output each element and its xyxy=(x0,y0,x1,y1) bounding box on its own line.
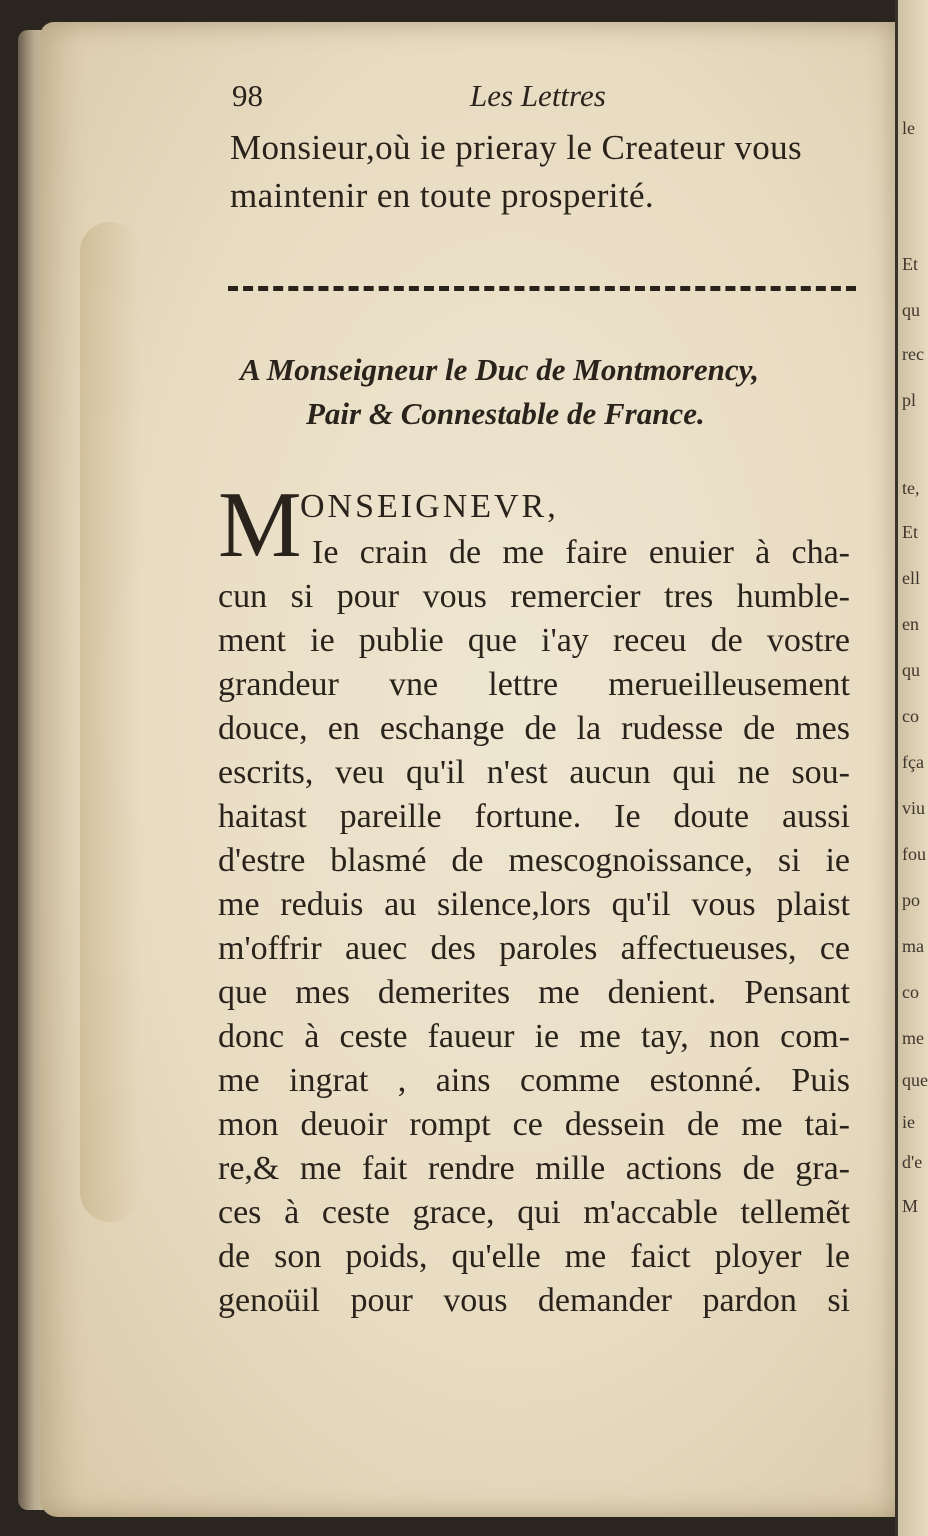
facing-page-fragment: que xyxy=(902,1070,928,1090)
facing-page-fragment: co xyxy=(902,982,919,1002)
facing-page-fragment: le xyxy=(902,118,915,138)
running-head: Les Lettres xyxy=(470,78,606,113)
body-line: genoüil pour vous demander pardon si xyxy=(218,1282,850,1319)
body-line: de son poids, qu'elle me faict ployer le xyxy=(218,1238,850,1275)
body-line: re,& me fait rendre mille actions de gra- xyxy=(218,1150,850,1187)
facing-page-fragment: ell xyxy=(902,568,920,588)
facing-page-fragment: po xyxy=(902,890,920,910)
body-line: me reduis au silence,lors qu'il vous plaist xyxy=(218,886,850,923)
facing-page-fragment: qu xyxy=(902,300,920,320)
body-line: mon deuoir rompt ce dessein de me tai- xyxy=(218,1106,850,1143)
page-number: 98 xyxy=(232,78,263,113)
body-line: m'offrir auec des paroles affectueuses, ce xyxy=(218,930,850,967)
facing-page-fragment: viu xyxy=(902,798,926,818)
facing-page-fragment: d'e xyxy=(902,1152,923,1172)
body-line: donc à ceste faueur ie me tay, non com- xyxy=(218,1018,850,1055)
facing-page-edge xyxy=(895,0,928,1536)
facing-page-fragment: Et xyxy=(902,522,918,542)
body-line: ces à ceste grace, qui m'accable tellemẽt xyxy=(218,1194,850,1231)
facing-page-fragment: ma xyxy=(902,936,924,956)
facing-page-fragment: M xyxy=(902,1196,919,1216)
body-line: d'estre blasmé de mescognoissance, si ie xyxy=(218,842,850,879)
facing-page-fragment: fça xyxy=(902,752,924,772)
body-line: Ie crain de me faire enuier à cha- xyxy=(312,534,850,571)
prev-letter-line: maintenir en toute prosperité. xyxy=(230,176,655,215)
facing-page-fragment: qu xyxy=(902,660,920,680)
prev-letter-line: Monsieur,où ie prieray le Createur vous xyxy=(230,128,803,167)
facing-page-fragment: Et xyxy=(902,254,918,274)
page-header xyxy=(232,78,652,118)
facing-page-fragment: rec xyxy=(902,344,924,364)
body-line: grandeur vne lettre merueilleusement xyxy=(218,666,850,703)
facing-page-fragment: co xyxy=(902,706,919,726)
body-line: douce, en eschange de la rudesse de mes xyxy=(218,710,850,747)
salutation: ONSEIGNEVR, xyxy=(300,488,559,525)
facing-page-fragment: te, xyxy=(902,478,920,498)
section-divider xyxy=(228,286,856,297)
facing-page-fragment: ie xyxy=(902,1112,915,1132)
page-stain xyxy=(80,222,140,1222)
facing-page-fragment: me xyxy=(902,1028,924,1048)
body-line: haitast pareille fortune. Ie doute aussi xyxy=(218,798,850,835)
facing-page-fragment: en xyxy=(902,614,919,634)
letter-title-line: Pair & Connestable de France. xyxy=(306,396,705,431)
body-line: cun si pour vous remercier tres humble- xyxy=(218,578,850,615)
drop-cap-initial: M xyxy=(218,473,302,577)
body-line: que mes demerites me denient. Pensant xyxy=(218,974,850,1011)
facing-page-fragment: pl xyxy=(902,390,917,410)
letter-title-line: A Monseigneur le Duc de Montmorency, xyxy=(240,352,759,387)
facing-page-fragment: fou xyxy=(902,844,926,864)
body-line: me ingrat , ains comme estonné. Puis xyxy=(218,1062,850,1099)
body-line: escrits, veu qu'il n'est aucun qui ne sou- xyxy=(218,754,850,791)
body-line: ment ie publie que i'ay receu de vostre xyxy=(218,622,850,659)
